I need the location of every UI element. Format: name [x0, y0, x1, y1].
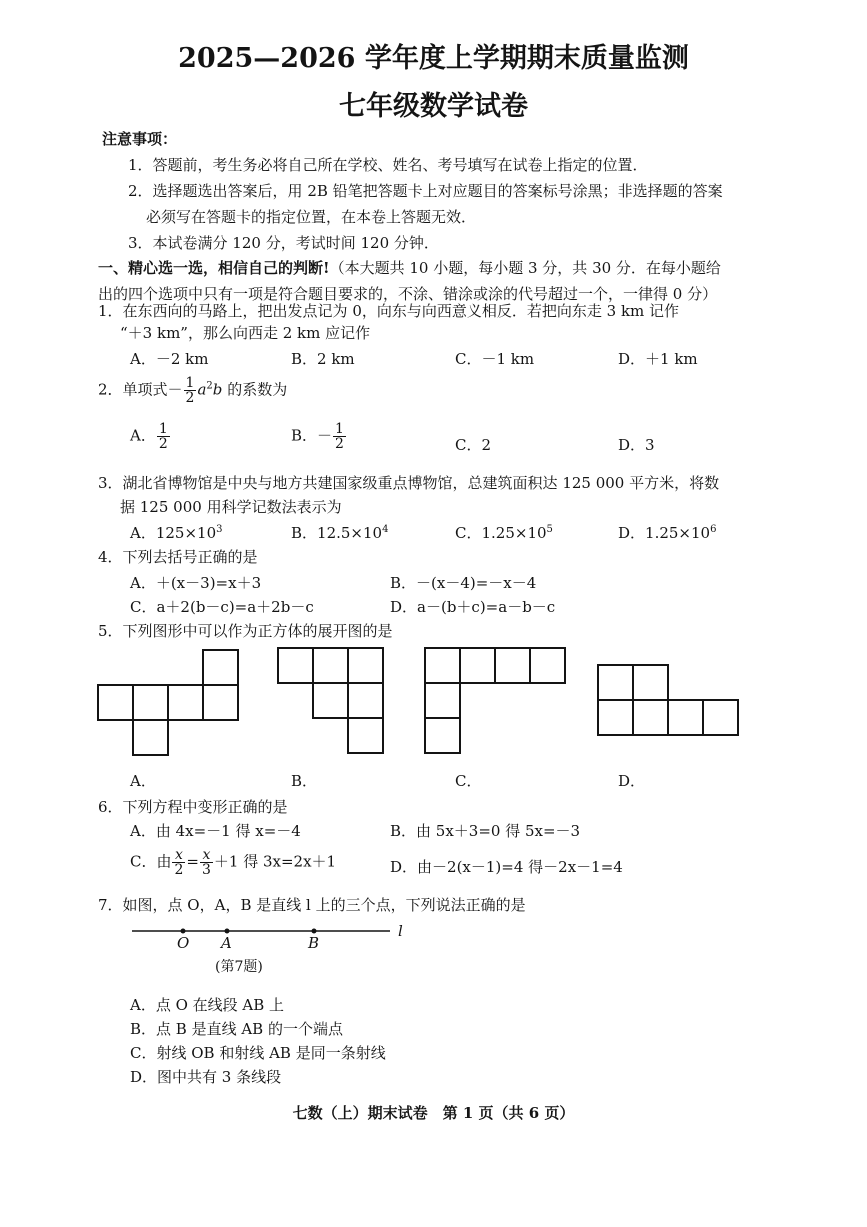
q7-label-o: O	[177, 934, 190, 952]
q1-option-a: A．－2 km	[130, 350, 209, 368]
q7-stem: 7．如图，点 O，A，B 是直线 l 上的三个点，下列说法正确的是	[98, 896, 526, 914]
q2-frac-num: 1	[185, 375, 195, 391]
q7-option-a: A．点 O 在线段 AB 上	[130, 996, 285, 1014]
notice-item-3: 3．本试卷满分 120 分，考试时间 120 分钟．	[128, 234, 439, 252]
q2-a-num: 1	[158, 421, 168, 437]
q5-option-d: D．	[618, 772, 646, 790]
q5-stem: 5．下列图形中可以作为正方体的展开图的是	[98, 622, 393, 640]
q2-option-d: D．3	[618, 436, 655, 454]
q6-c-post: ＋1 得 3x=2x＋1	[213, 852, 337, 871]
q2-exponent: 2	[206, 380, 213, 392]
q6-c-eq: =	[186, 852, 199, 871]
q5-option-c: C．	[455, 772, 482, 790]
q7-label-a: A	[221, 934, 232, 952]
page-footer: 七数（上）期末试卷 第 1 页（共 6 页）	[292, 1104, 575, 1122]
q2-a-label: A．	[130, 426, 156, 445]
point-o-dot	[181, 929, 186, 934]
q3-b-exp: 4	[382, 524, 389, 535]
q6-stem: 6．下列方程中变形正确的是	[98, 798, 288, 816]
q2-var-a: a	[197, 380, 207, 399]
q4-option-a: A．＋(x－3)=x＋3	[130, 574, 262, 592]
section-1-desc-a: （本大题共 10 小题，每小题 3 分，共 30 分．在每小题给	[329, 259, 721, 277]
q7-caption: (第7题)	[215, 959, 263, 975]
q6-c-n1: x	[172, 848, 185, 863]
q1-option-d: D．＋1 km	[618, 350, 698, 368]
q3-stem-b: 据 125 000 用科学记数法表示为	[120, 498, 342, 516]
q3-c-exp: 5	[546, 524, 553, 535]
q4-option-d: D．a－(b＋c)=a－b－c	[390, 598, 556, 616]
q4-option-b: B．－(x－4)=－x－4	[390, 574, 537, 592]
q7-option-c: C．射线 OB 和射线 AB 是同一条射线	[130, 1044, 386, 1062]
q7-option-d: D．图中共有 3 条线段	[130, 1068, 282, 1086]
q6-c-d2: 3	[201, 862, 211, 878]
point-b-dot	[312, 929, 317, 934]
notice-item-1: 1．答题前，考生务必将自己所在学校、姓名、考号填写在试卷上指定的位置．	[128, 156, 648, 174]
q2-b-label: B．－	[291, 426, 333, 445]
q3-d-exp: 6	[710, 524, 717, 535]
q3-stem-a: 3．湖北省博物馆是中央与地方共建国家级重点博物馆，总建筑面积达 125 000 平方米，将数	[98, 474, 720, 492]
q3-a-exp: 3	[216, 524, 223, 535]
notice-heading: 注意事项：	[102, 130, 178, 148]
q2-stem-post: 的系数为	[227, 380, 288, 399]
q4-stem: 4．下列去括号正确的是	[98, 548, 258, 566]
exam-title: 2025—2026 学年度上学期期末质量监测	[178, 43, 689, 74]
q6-option-b: B．由 5x＋3=0 得 5x=－3	[390, 822, 581, 840]
q5-option-b: B．	[291, 772, 318, 790]
q7-label-b: B	[308, 934, 320, 952]
q7-label-l: l	[398, 922, 403, 940]
exam-subtitle: 七年级数学试卷	[339, 91, 528, 122]
q5-option-a: A．	[130, 772, 156, 790]
q1-stem-a: 1．在东西向的马路上，把出发点记为 0，向东与向西意义相反．若把向东走 3 km 记作	[98, 302, 680, 320]
q2-b-num: 1	[335, 421, 344, 437]
q6-c-pre: C．由	[130, 852, 172, 871]
section-1-title: 一、精心选一选，相信自己的判断!	[98, 259, 330, 277]
q6-c-n2: x	[200, 848, 213, 863]
q7-option-b: B．点 B 是直线 AB 的一个端点	[130, 1020, 343, 1038]
q2-frac-den: 2	[185, 390, 195, 406]
q6-option-d: D．由－2(x－1)=4 得－2x－1=4	[390, 858, 623, 876]
q4-option-c: C．a＋2(b－c)=a＋2b－c	[130, 598, 314, 616]
notice-item-2: 2．选择题选出答案后，用 2B 铅笔把答题卡上对应题目的答案标号涂黑；非选择题的答案	[128, 182, 723, 200]
q1-option-b: B．2 km	[291, 350, 355, 368]
q3-c-text: C．1.25×10	[455, 524, 547, 542]
q3-a-text: A．125×10	[130, 524, 217, 542]
q3-d-text: D．1.25×10	[618, 524, 711, 542]
q2-b-den: 2	[335, 436, 344, 452]
q2-stem-pre: 2．单项式－	[98, 380, 183, 399]
q6-c-d1: 2	[174, 862, 184, 878]
notice-item-2-cont: 必须写在答题卡的指定位置，在本卷上答题无效．	[146, 208, 477, 226]
q1-option-c: C．－1 km	[455, 350, 535, 368]
q2-option-c: C．2	[455, 436, 492, 454]
q6-option-a: A．由 4x=－1 得 x=－4	[130, 822, 301, 840]
section-1-desc-b: 出的四个选项中只有一项是符合题目要求的，不涂、错涂或涂的代号超过一个，一律得 0 分）	[98, 285, 718, 303]
q1-stem-b: “＋3 km”，那么向西走 2 km 应记作	[120, 324, 371, 342]
q2-a-den: 2	[158, 436, 168, 452]
q2-var-b: b	[212, 380, 223, 399]
q3-b-text: B．12.5×10	[291, 524, 383, 542]
point-a-dot	[225, 929, 230, 934]
